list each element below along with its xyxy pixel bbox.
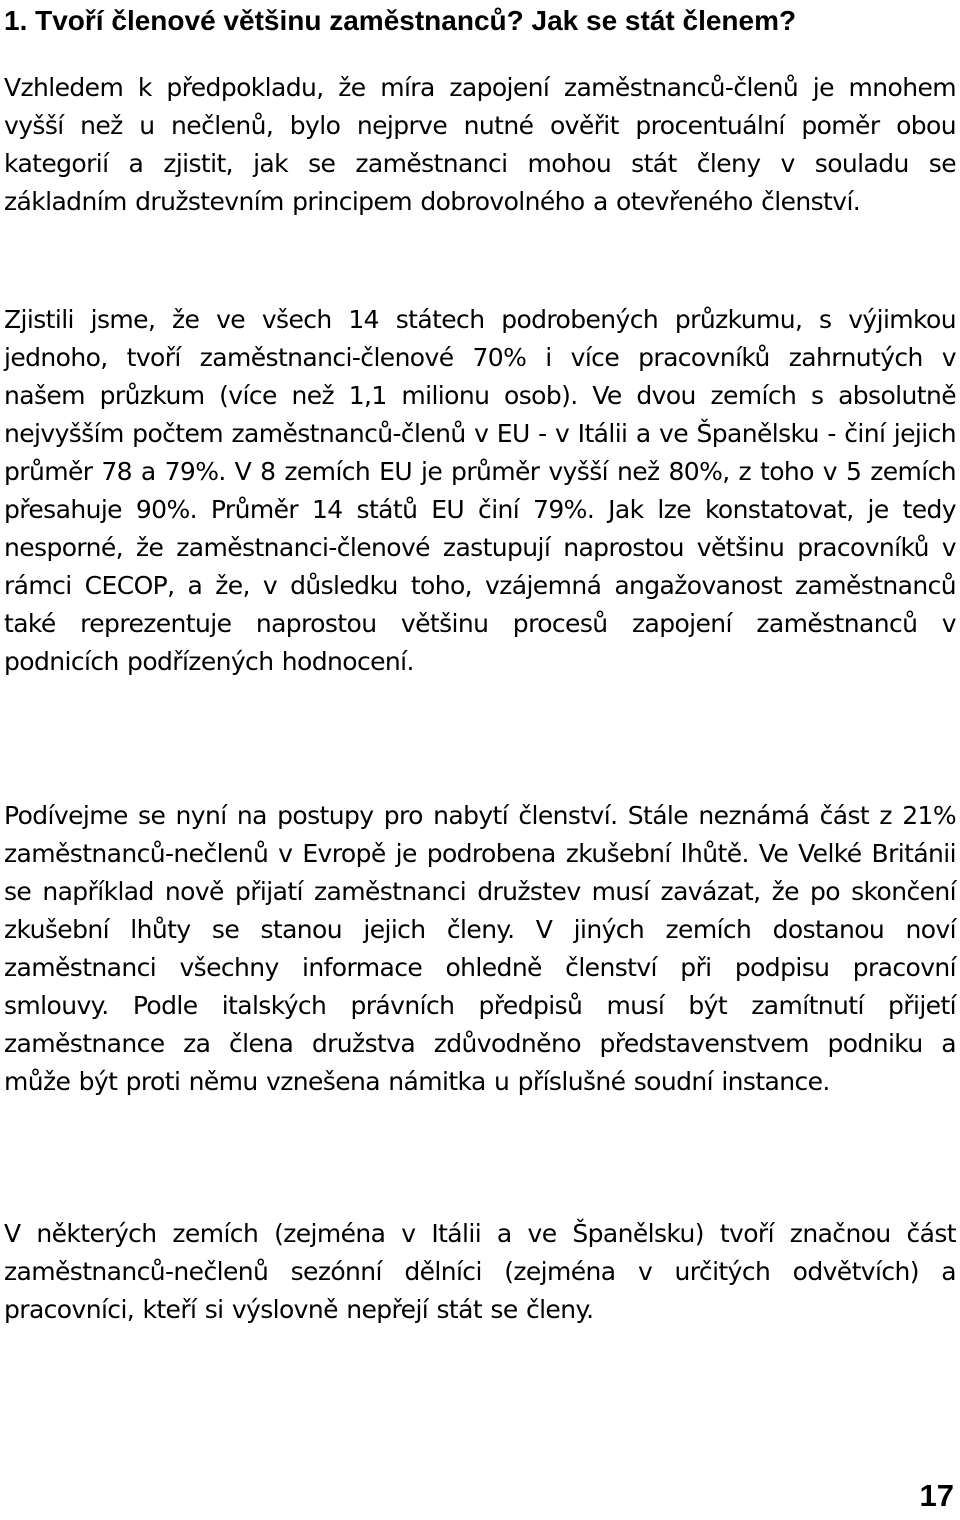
paragraph: V některých zemích (zejména v Itálii a ve Španělsku) tvoří značnou část zaměstnanců-nečlenů sezónní dělníci (zejména v určitých odvětvích) a pracovníci, kteří si výslovně nepřejí stát se členy.: [4, 1219, 956, 1324]
section-heading: 1. Tvoří členové většinu zaměstnanců? Jak se stát členem?: [4, 5, 797, 36]
paragraph: Zjistili jsme, že ve všech 14 státech podrobených průzkumu, s výjimkou jednoho, tvoří zaměstnanci-členové 70% i více pracovníků zahrnutých v našem průzkum (více než 1,1 milionu osob). Ve dvou zemích s absolutně nejvyšším počtem zaměstnanců-členů v EU - v Itálii a ve Španělsku - činí jejich průměr 78 a 79%. V 8 zemích EU je průměr vyšší než 80%, z toho v 5 zemích přesahuje 90%. Průměr 14 států EU činí 79%. Jak lze konstatovat, je tedy nesporné, že zaměstnanci-členové zastupují naprostou většinu pracovníků v rámci CECOP, a že, v důsledku toho, vzájemná angažovanost zaměstnanců také reprezentuje naprostou většinu procesů zapojení zaměstnanců v podnicích podřízených hodnocení.: [4, 305, 956, 676]
page-number: 17: [919, 1478, 954, 1513]
paragraph: Podívejme se nyní na postupy pro nabytí členství. Stále neznámá část z 21% zaměstnanců-nečlenů v Evropě je podrobena zkušební lhůtě. Ve Velké Británii se například nově přijatí zaměstnanci družstev musí zavázat, že po skončení zkušební lhůty se stanou jejich členy. V jiných zemích dostanou noví zaměstnanci všechny informace ohledně členství při podpisu pracovní smlouvy. Podle italských právních předpisů musí být zamítnutí přijetí zaměstnance za člena družstva zdůvodněno představenstvem podniku a může být proti němu vznešena námitka u příslušné soudní instance.: [4, 801, 956, 1096]
paragraph: Vzhledem k předpokladu, že míra zapojení zaměstnanců-členů je mnohem vyšší než u nečlenů, bylo nejprve nutné ověřit procentuální poměr obou kategorií a zjistit, jak se zaměstnanci mohou stát členy v souladu se základním družstevním principem dobrovolného a otevřeného členství.: [4, 73, 956, 216]
